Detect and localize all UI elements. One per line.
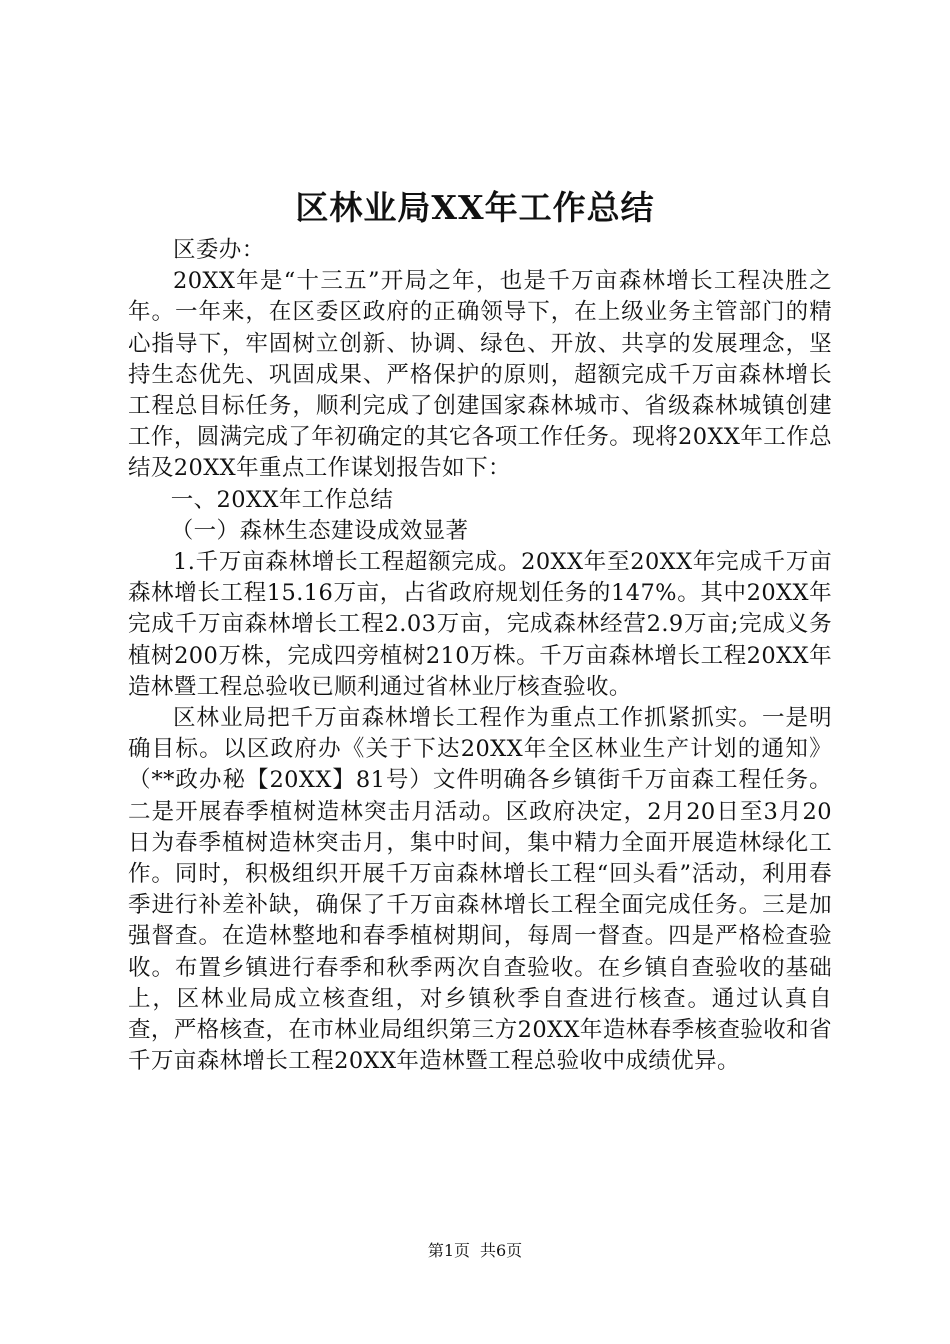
intro-paragraph: 20XX年是“十三五”开局之年，也是千万亩森林增长工程决胜之年。一年来，在区委区政府的正确领导下，在上级业务主管部门的精心指导下，牢固树立创新、协调、绿色、开放、共享的发展理念，坚持生态优先、巩固成果、严格保护的原则，超额完成千万亩森林增长工程总目标任务，顺利完成了创建国家森林城市、省级森林城镇创建工作，圆满完成了年初确定的其它各项工作任务。现将20XX年工作总结及20XX年重点工作谋划报告如下：: [128, 268, 832, 482]
body-paragraph: 1.千万亩森林增长工程超额完成。20XX年至20XX年完成千万亩森林增长工程15.16万亩，占省政府规划任务的147%。其中20XX年完成千万亩森林增长工程2.03万亩，完成森林经营2.9万亩;完成义务植树200万株，完成四旁植树210万株。千万亩森林增长工程20XX年造林暨工程总验收已顺利通过省林业厅核查验收。: [128, 549, 832, 700]
document-body: [128, 235, 832, 1077]
section-heading: 一、20XX年工作总结: [170, 486, 394, 513]
body-paragraph: 区林业局把千万亩森林增长工程作为重点工作抓紧抓实。一是明确目标。以区政府办《关于下达20XX年全区林业生产计划的通知》（**政办秘【20XX】81号）文件明确各乡镇街千万亩森工程任务。二是开展春季植树造林突击月活动。区政府决定，2月20日至3月20日为春季植树造林突击月，集中时间，集中精力全面开展造林绿化工作。同时，积极组织开展千万亩森林增长工程“回头看”活动，利用春季进行补差补缺，确保了千万亩森林增长工程全面完成任务。三是加强督查。在造林整地和春季植树期间，每周一督查。四是严格检查验收。布置乡镇进行春季和秋季两次自查验收。在乡镇自查验收的基础上，区林业局成立核查组，对乡镇秋季自查进行核查。通过认真自查，严格核查，在市林业局组织第三方20XX年造林春季核查验收和省千万亩森林增长工程20XX年造林暨工程总验收中成绩优异。: [128, 705, 832, 1075]
page-footer: [0, 1239, 950, 1263]
page-number: 第1页: [427, 1241, 470, 1260]
page-count: 共6页: [480, 1241, 523, 1260]
subsection-heading: （一）森林生态建设成效显著: [170, 517, 469, 544]
document-title: 区林业局XX年工作总结: [295, 188, 655, 227]
salutation-paragraph: 区委办：: [173, 237, 265, 263]
